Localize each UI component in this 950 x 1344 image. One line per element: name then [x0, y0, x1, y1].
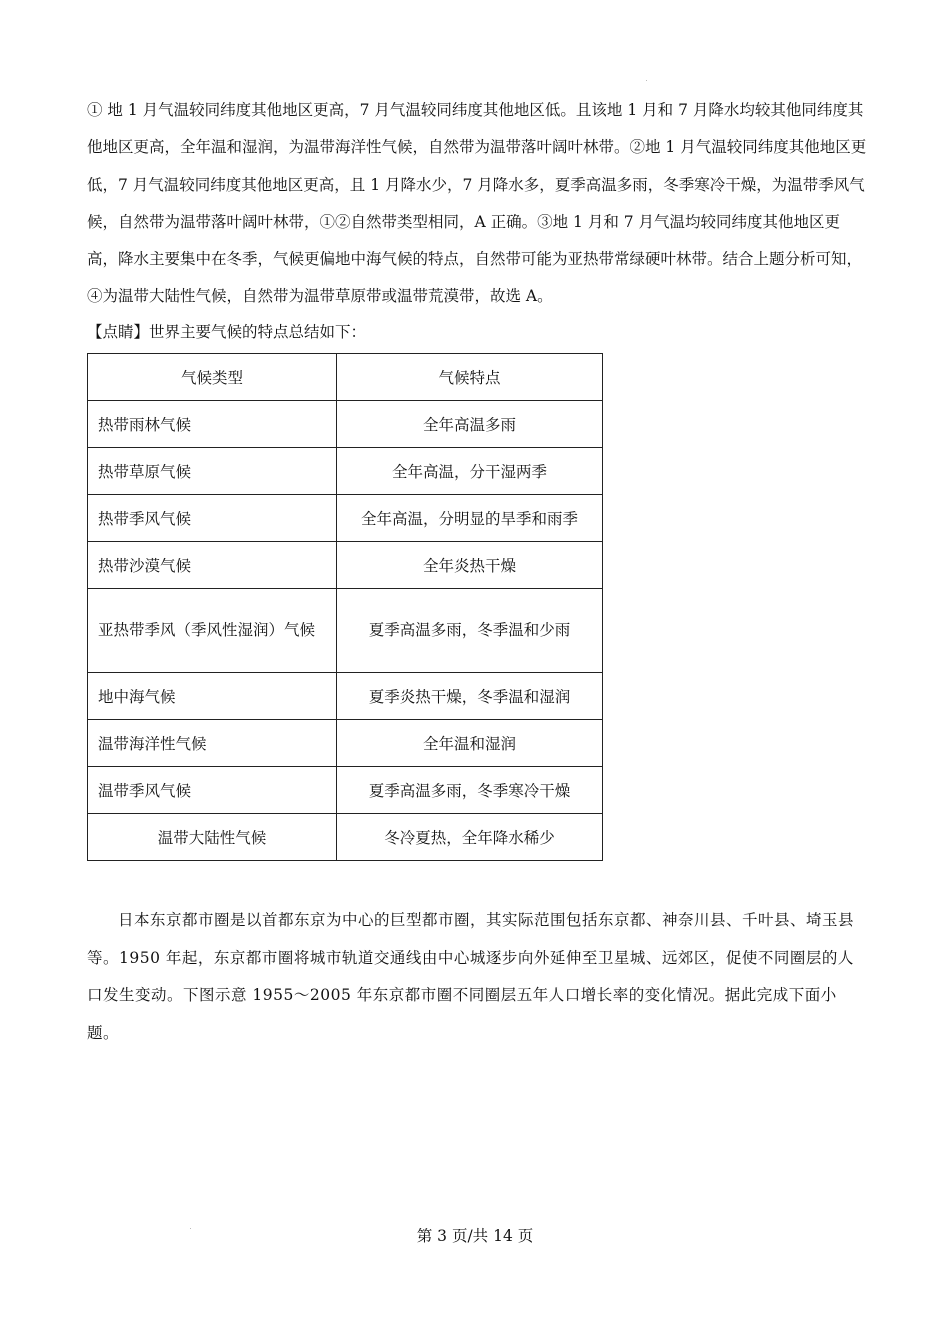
- table-row: [88, 542, 603, 589]
- climate-feature-cell: 全年高温多雨: [337, 401, 603, 448]
- climate-type-cell: 热带沙漠气候: [88, 542, 337, 589]
- analysis-paragraph: ① 地 1 月气温较同纬度其他地区更高，7 月气温较同纬度其他地区低。且该地 1 月和 7 月降水均较其他同纬度其他地区更高，全年温和湿润，为温带海洋性气候，自然带为温带落叶阔叶林带。②地 1 月气温较同纬度其他地区更低，7 月气温较同纬度其他地区更高，且 1 月降水少，7 月降水多，夏季高温多雨，冬季寒冷干燥，为温带季风气候，自然带为温带落叶阔叶林带，①②自然带类型相同，A 正确。③地 1 月和 7 月气温均较同纬度其他地区更高，降水主要集中在冬季，气候更偏地中海气候的特点，自然带可能为亚热带常绿硬叶林带。结合上题分析可知，④为温带大陆性气候，自然带为温带草原带或温带荒漠带，故选 A。: [87, 101, 867, 306]
- table-row: [88, 589, 603, 673]
- table-row: [88, 448, 603, 495]
- climate-type-cell: 亚热带季风（季风性湿润）气候: [88, 589, 337, 673]
- page-footer: 第 3 页/共 14 页: [416, 1227, 534, 1245]
- climate-feature-cell: 全年高温，分明显的旱季和雨季: [337, 495, 603, 542]
- climate-type-cell: 热带雨林气候: [88, 401, 337, 448]
- climate-feature-cell: 夏季高温多雨，冬季寒冷干燥: [337, 767, 603, 814]
- climate-table: [87, 353, 603, 861]
- table-row: [88, 495, 603, 542]
- climate-feature-cell: 全年高温，分干湿两季: [337, 448, 603, 495]
- scan-dot: [646, 80, 647, 81]
- climate-feature-cell: 全年温和湿润: [337, 720, 603, 767]
- table-row: [88, 720, 603, 767]
- climate-feature-cell: 夏季炎热干燥，冬季温和湿润: [337, 673, 603, 720]
- table-row: [88, 673, 603, 720]
- table-row: [88, 767, 603, 814]
- table-row: [88, 401, 603, 448]
- climate-type-cell: 热带季风气候: [88, 495, 337, 542]
- table-row: [88, 814, 603, 861]
- climate-type-cell: 热带草原气候: [88, 448, 337, 495]
- table-header-row: [88, 354, 603, 401]
- question-intro: 日本东京都市圈是以首都东京为中心的巨型都市圈，其实际范围包括东京都、神奈川县、千叶县、埼玉县等。1950 年起，东京都市圈将城市轨道交通线由中心城逐步向外延伸至卫星城、远郊区，促使不同圈层的人口发生变动。下图示意 1955～2005 年东京都市圈不同圈层五年人口增长率的变化情况。据此完成下面小题。: [87, 911, 855, 1042]
- note-heading: 【点睛】世界主要气候的特点总结如下：: [87, 323, 367, 341]
- header-climate-features: 气候特点: [337, 354, 603, 401]
- climate-type-cell: 温带海洋性气候: [88, 720, 337, 767]
- climate-feature-cell: 冬冷夏热，全年降水稀少: [337, 814, 603, 861]
- climate-type-cell: 温带季风气候: [88, 767, 337, 814]
- header-climate-type: 气候类型: [88, 354, 337, 401]
- climate-feature-cell: 夏季高温多雨，冬季温和少雨: [337, 589, 603, 673]
- climate-type-cell: 温带大陆性气候: [88, 814, 337, 861]
- climate-type-cell: 地中海气候: [88, 673, 337, 720]
- climate-feature-cell: 全年炎热干燥: [337, 542, 603, 589]
